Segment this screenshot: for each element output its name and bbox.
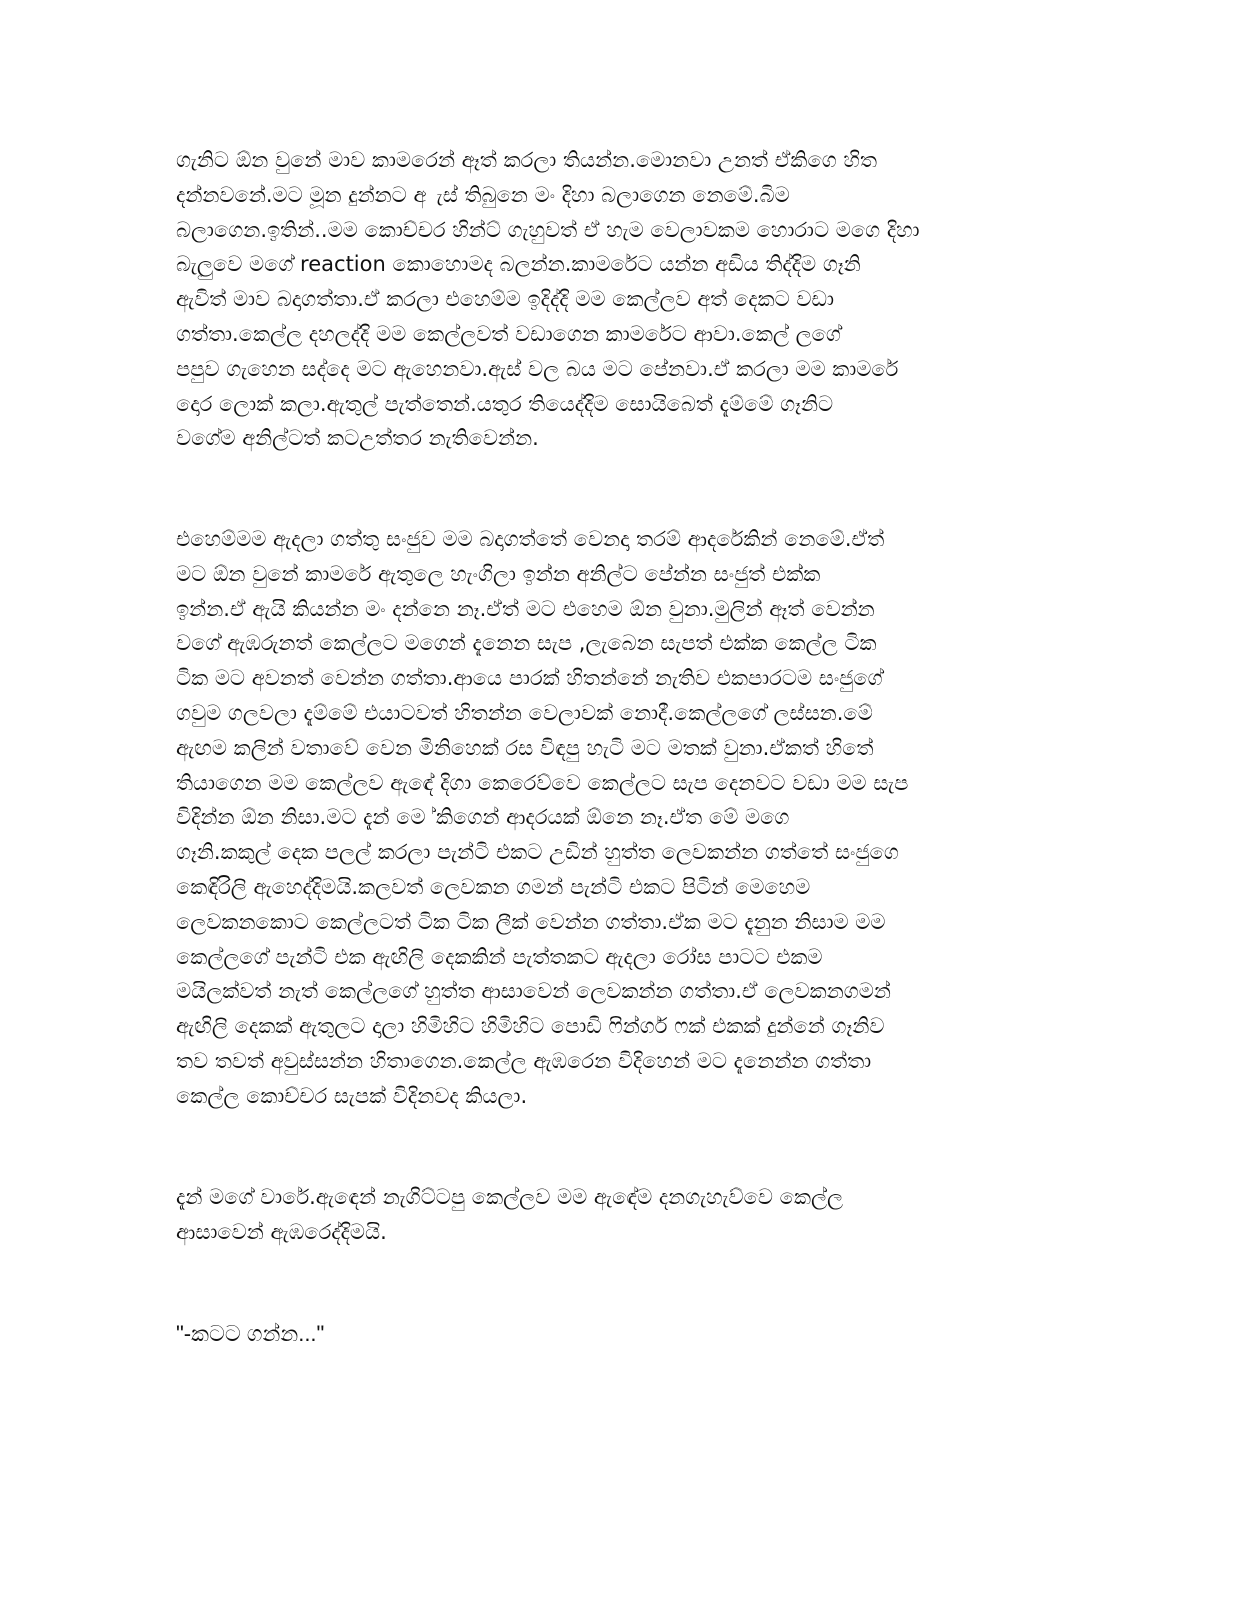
text-line: තියාගෙන මම කෙල්ලව ඇඳේ දිගා කෙරෙව්වෙ කෙල්ලට සැප දෙනවට වඩා මම සැප bbox=[176, 770, 909, 795]
text-line: ගත්තා.කෙල්ල දහලද්දි මම කෙල්ලවත් වඩාගෙන කාමරේට ආවා.කෙල් ලගේ bbox=[176, 321, 841, 346]
text-line: ගවුම ගලවලා දැම්මේ එයාටවත් හිතන්න වෙලාවක් නොදී.කෙල්ලගේ ලස්සන.මේ bbox=[176, 700, 873, 725]
paragraph-2 bbox=[176, 522, 1076, 1114]
text-line: දැන් මගේ වාරේ.ඇඳෙන් නැගිට්ටපු කෙල්ලව මම ඇඳේම දනගැහැව්වෙ කෙල්ල bbox=[176, 1185, 844, 1209]
paragraph-1 bbox=[176, 143, 1076, 456]
text-line: බැලුවෙ මගේ reaction කොහොමද බලන්න.කාමරේට යන්න අඩිය තිද්දිම ගෑනි bbox=[176, 252, 861, 277]
text-line: "-කටට ගන්න..." bbox=[176, 1321, 325, 1346]
paragraph-4-dialogue bbox=[176, 1317, 1076, 1352]
text-line: වගේ ඇඹරුනත් කෙල්ලට මගෙන් දැනෙන සැප ,ලැබෙන සැපත් එක්ක කෙල්ල ටික bbox=[176, 631, 877, 656]
paragraph-3 bbox=[176, 1180, 1076, 1250]
text-line: කෙල්ල කොච්චර සැපක් විදිනවද කියලා. bbox=[176, 1083, 528, 1108]
text-line: ලෙවකනකොට කෙල්ලටත් ටික ටික ලීක් වෙන්න ගත්තා.ඒක මට දැනුන නිසාම මම bbox=[176, 909, 886, 934]
text-line: ඇඟම කලින් වතාවේ වෙන මිනිහෙක් රස විඳපු හැටි මට මතක් වුනා.ඒකත් හිතේ bbox=[176, 735, 874, 760]
text-line: විදින්න ඕන නිසා.මට දැන් මෙ ්කිගෙන් ආදරයක් ඕනෙ නෑ.ඒත මේ මගෙ bbox=[176, 805, 790, 830]
text-line: පපුව ගැහෙන සද්දෙ මට ඇහෙනවා.ඇස් වල බය මට පේනවා.ඒ කරලා මම කාමරේ bbox=[176, 356, 899, 381]
text-line: ඉන්න.ඒ ඇයි කියන්න මං දන්නෙ නෑ.ඒත් මට එහෙම ඕන වුනා.මුලින් ඈත් වෙන්න bbox=[176, 596, 875, 621]
text-line: කෙල්ලගේ පැන්ටි එක ඇඟිලි දෙකකින් පැත්තකට ඇදලා රෝස පාටට එකම bbox=[176, 944, 823, 969]
text-line: තව තවත් අවුස්සන්න හිතාගෙන.කෙල්ල ඇඹරෙන විදිහෙන් මට දැනෙන්න ගත්තා bbox=[176, 1048, 872, 1073]
text-line: ටික මට අවනත් වෙන්න ගත්තා.ආයෙ පාරක් හිතන්නේ නැතිව එකපාරටම සංජුගේ bbox=[176, 666, 883, 691]
text-line: එහෙම්මම ඇදලා ගත්තු සංජුව මම බදාගත්තේ වෙනදා තරම් ආදරේකින් නෙමේ.ඒත් bbox=[176, 527, 885, 551]
text-line: මට ඕන වුනේ කාමරේ ඇතුලෙ හැංගිලා ඉන්න අනිල්ට පේන්න සංජුත් එක්ක bbox=[176, 561, 821, 586]
text-line: ගෑනි.කකුල් දෙක පලල් කරලා පැන්ටි එකට උඩින් හුත්ත ලෙවකන්න ගත්තේ සංජුගෙ bbox=[176, 840, 899, 865]
text-line: බලාගෙන.ඉතින්..මම කොච්චර හින්ට් ගැහුවත් ඒ හැම වෙලාවකම හොරාට මගෙ දිහා bbox=[176, 217, 920, 242]
text-line: ආසාවෙන් ඇඹරෙද්දිමයි. bbox=[176, 1219, 387, 1244]
text-line: වගේම අනිල්ටත් කටඋත්තර නැතිවෙන්න. bbox=[176, 426, 539, 451]
text-line: ඇඟිලි දෙකක් ඇතුලට දාලා හිමිහිට හිමිහිට පොඩි ෆින්ගර් ෆක් එකක් දුන්නේ ගෑනිව bbox=[176, 1014, 885, 1039]
text-line: දොර ලොක් කලා.ඇතුල් පැත්තෙන්.යතුර තියෙද්දිම සොයිබෙත් දැම්මේ ගෑනිට bbox=[176, 391, 834, 416]
text-line: ඇවිත් මාව බදාගත්තා.ඒ කරලා එහෙම්ම ඉදිද්දි මම කෙල්ලව අත් දෙකට වඩා bbox=[176, 287, 835, 312]
text-line: මයිලක්වත් නැත් කෙල්ලගේ හුත්ත ආසාවෙන් ලෙවකන්න ගත්තා.ඒ ලෙවකනගමන් bbox=[176, 979, 891, 1004]
text-line: ගැනිට ඕන වුනේ මාව කාමරෙන් ඈත් කරලා තියන්න.මොනවා උනත් ඒකිගෙ හිත bbox=[176, 148, 878, 172]
text-line: දන්නවනේ.මට මූන දුන්නට අ ැස් තිබුනෙ මං දිහා බලාගෙන නෙමේ.බිම bbox=[176, 182, 790, 207]
text-line: කෙඳිරිලි ඇහෙද්දිමයි.කලවත් ලෙවකන ගමන් පැන්ටි එකට පිටින් මෙහෙම bbox=[176, 874, 811, 899]
